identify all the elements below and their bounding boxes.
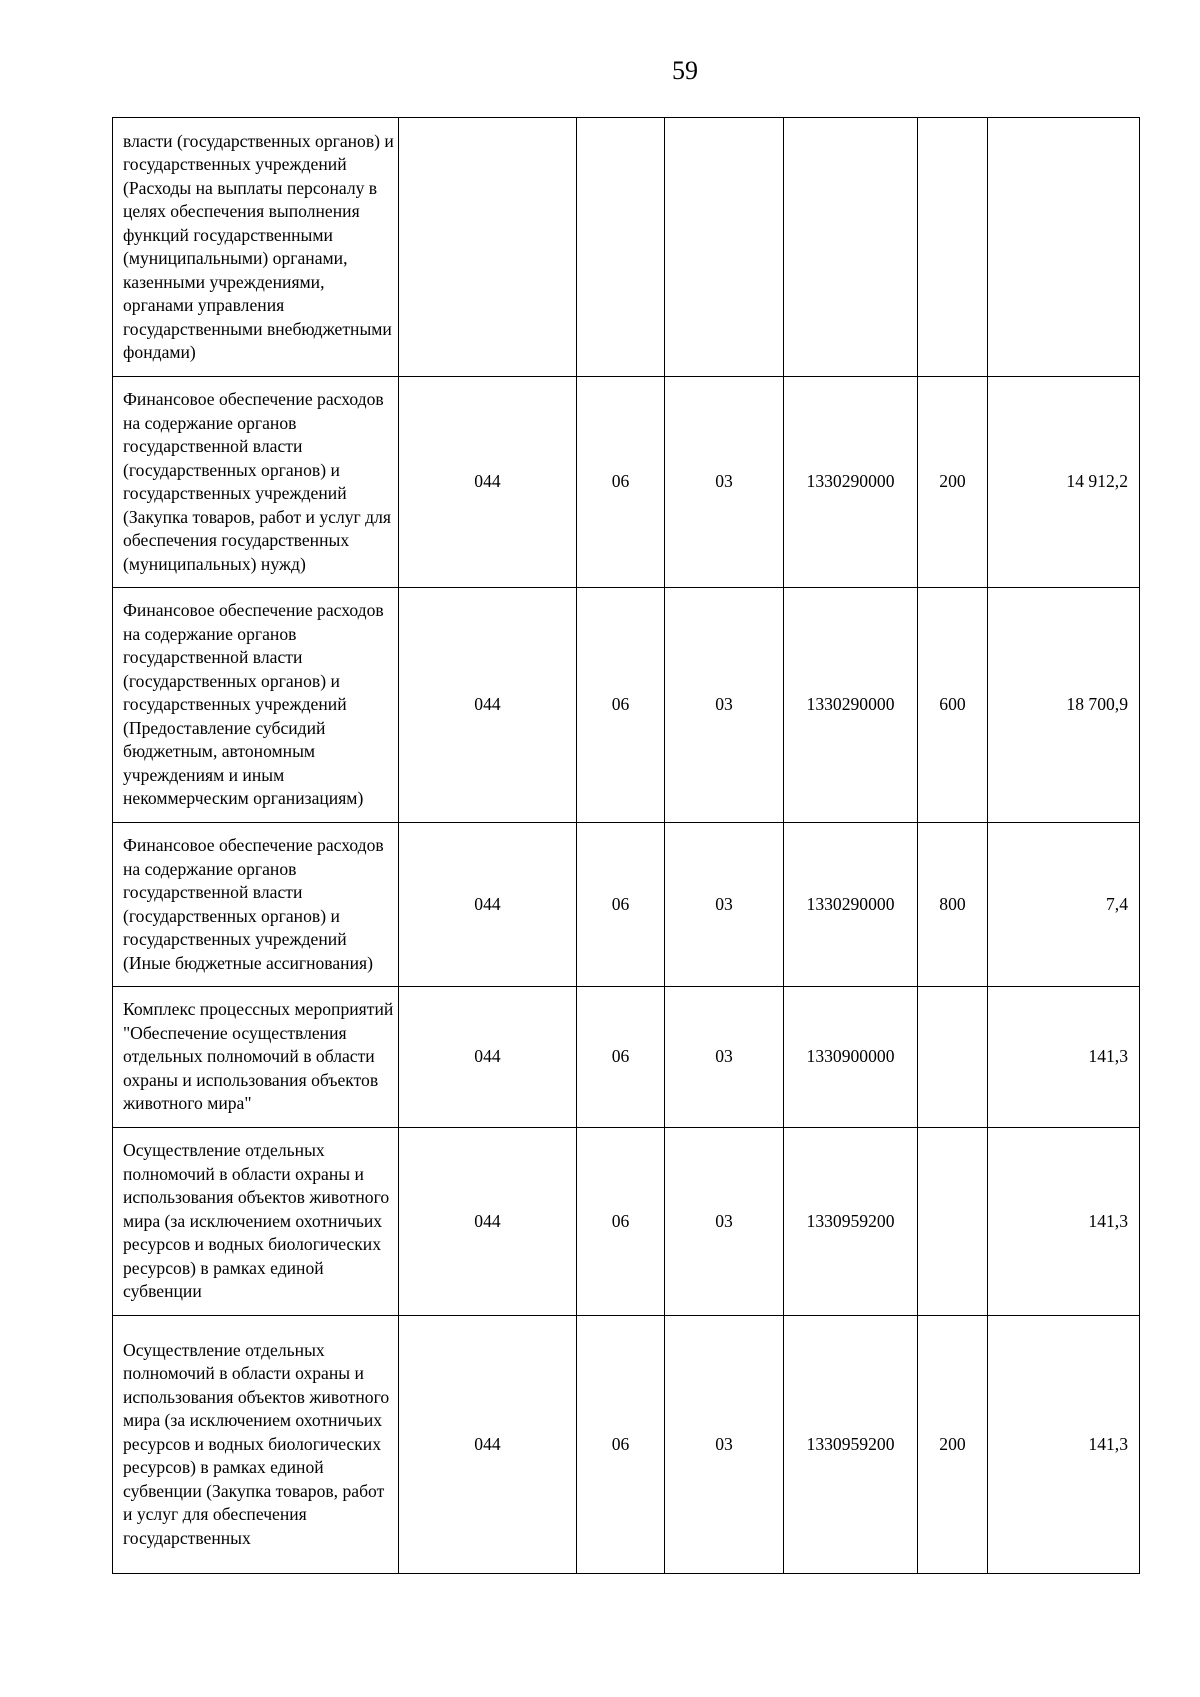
expense-name-cell: Осуществление отдельных полномочий в области охраны и использования объектов животного мира (за исключением охотничьих ресурсов и водных биологических ресурсов) в рамках единой субвенции (113, 1128, 399, 1316)
expense-type-cell: 600 (918, 588, 988, 823)
target-article-cell (784, 118, 918, 377)
table-row (113, 118, 1140, 377)
expense-name-cell: Осуществление отдельных полномочий в области охраны и использования объектов животного мира (за исключением охотничьих ресурсов и водных биологических ресурсов) в рамках единой субвенции (Закупка товаров, работ и услуг для обеспечения государственных (113, 1316, 399, 1574)
section-code-cell: 06 (577, 1316, 665, 1574)
subsection-code-cell: 03 (665, 987, 784, 1128)
subsection-code-cell: 03 (665, 1316, 784, 1574)
target-article-cell: 1330959200 (784, 1128, 918, 1316)
expense-type-cell (918, 987, 988, 1128)
target-article-cell: 1330959200 (784, 1316, 918, 1574)
expense-name-cell: Финансовое обеспечение расходов на содержание органов государственной власти (государственных органов) и государственных учреждений (Закупка товаров, работ и услуг для обеспечения государственных (муниципальных) нужд) (113, 377, 399, 588)
table-row (113, 377, 1140, 588)
section-code-cell (577, 118, 665, 377)
section-code-cell: 06 (577, 377, 665, 588)
target-article-cell: 1330290000 (784, 588, 918, 823)
subsection-code-cell: 03 (665, 1128, 784, 1316)
section-code-cell: 06 (577, 987, 665, 1128)
expense-type-cell: 200 (918, 1316, 988, 1574)
amount-cell: 14 912,2 (988, 377, 1140, 588)
table-row (113, 823, 1140, 987)
target-article-cell: 1330290000 (784, 823, 918, 987)
table-row (113, 987, 1140, 1128)
subsection-code-cell: 03 (665, 377, 784, 588)
amount-cell: 141,3 (988, 1316, 1140, 1574)
ministry-code-cell: 044 (399, 1316, 577, 1574)
table-row (113, 1128, 1140, 1316)
table-row (113, 588, 1140, 823)
expense-type-cell (918, 118, 988, 377)
amount-cell (988, 118, 1140, 377)
section-code-cell: 06 (577, 588, 665, 823)
expense-type-cell (918, 1128, 988, 1316)
ministry-code-cell: 044 (399, 823, 577, 987)
expense-name-cell: власти (государственных органов) и государственных учреждений (Расходы на выплаты персоналу в целях обеспечения выполнения функций государственными (муниципальными) органами, казенными учреждениями, органами управления государственными внебюджетными фондами) (113, 118, 399, 377)
ministry-code-cell: 044 (399, 987, 577, 1128)
amount-cell: 18 700,9 (988, 588, 1140, 823)
expense-type-cell: 200 (918, 377, 988, 588)
budget-table (112, 117, 1140, 1574)
expense-name-cell: Комплекс процессных мероприятий "Обеспечение осуществления отдельных полномочий в области охраны и использования объектов животного мира" (113, 987, 399, 1128)
subsection-code-cell (665, 118, 784, 377)
section-code-cell: 06 (577, 823, 665, 987)
page-number: 59 (672, 56, 698, 85)
ministry-code-cell: 044 (399, 1128, 577, 1316)
section-code-cell: 06 (577, 1128, 665, 1316)
table-row (113, 1316, 1140, 1574)
subsection-code-cell: 03 (665, 588, 784, 823)
amount-cell: 7,4 (988, 823, 1140, 987)
expense-name-cell: Финансовое обеспечение расходов на содержание органов государственной власти (государственных органов) и государственных учреждений (Предоставление субсидий бюджетным, автономным учреждениям и иным некоммерческим организациям) (113, 588, 399, 823)
ministry-code-cell (399, 118, 577, 377)
expense-name-cell: Финансовое обеспечение расходов на содержание органов государственной власти (государственных органов) и государственных учреждений (Иные бюджетные ассигнования) (113, 823, 399, 987)
subsection-code-cell: 03 (665, 823, 784, 987)
expense-type-cell: 800 (918, 823, 988, 987)
target-article-cell: 1330290000 (784, 377, 918, 588)
amount-cell: 141,3 (988, 987, 1140, 1128)
target-article-cell: 1330900000 (784, 987, 918, 1128)
ministry-code-cell: 044 (399, 377, 577, 588)
amount-cell: 141,3 (988, 1128, 1140, 1316)
ministry-code-cell: 044 (399, 588, 577, 823)
